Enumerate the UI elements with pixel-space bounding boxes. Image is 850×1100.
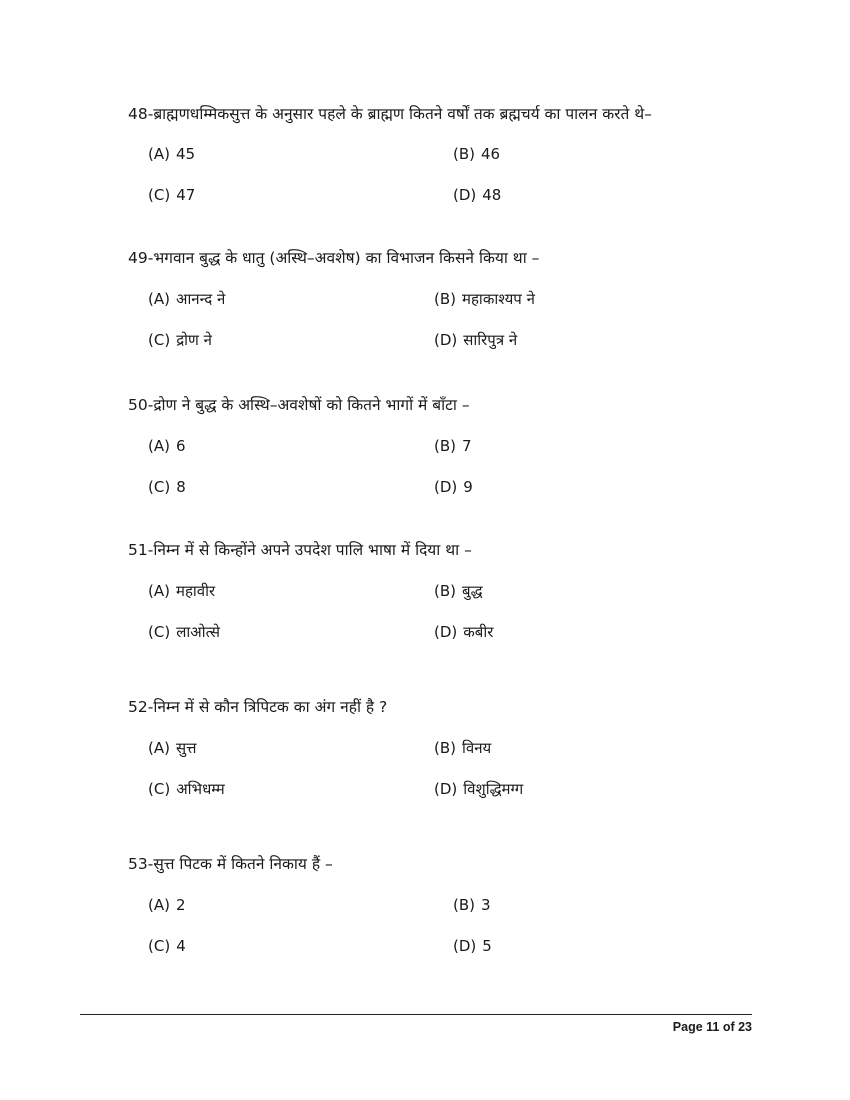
option-text: 48 — [482, 186, 502, 204]
option-label: (D) — [453, 937, 477, 955]
option-label: (C) — [148, 331, 171, 349]
option-b — [453, 895, 491, 915]
option-label: (D) — [434, 478, 458, 496]
option-b — [434, 289, 535, 309]
option-b — [434, 581, 483, 601]
option-label: (C) — [148, 623, 171, 641]
option-text: 45 — [175, 145, 196, 163]
option-label: (B) — [434, 290, 456, 308]
option-a — [148, 289, 225, 309]
question-text: 51-निम्न में से किन्होंने अपने उपदेश पालि भाषा में दिया था – — [128, 541, 472, 559]
option-text: 46 — [481, 145, 501, 163]
option-text: 3 — [481, 896, 491, 914]
option-a — [148, 144, 195, 164]
option-label: (B) — [453, 145, 475, 163]
option-text: लाओत्से — [176, 623, 221, 641]
option-d — [434, 477, 473, 497]
option-c — [148, 622, 220, 642]
option-text: महावीर — [175, 582, 216, 600]
option-text: अभिधम्म — [176, 780, 225, 798]
option-text: बुद्ध — [462, 582, 483, 600]
option-c — [148, 185, 195, 205]
option-text: 47 — [176, 186, 196, 204]
question-text: 48-ब्राह्मणधम्मिकसुत्त के अनुसार पहले के ब्राह्मण कितने वर्षों तक ब्रह्मचर्य का पालन करते थे– — [128, 105, 652, 123]
option-a — [148, 895, 186, 915]
option-label: (B) — [453, 896, 475, 914]
option-c — [148, 936, 186, 956]
option-c — [148, 330, 212, 350]
option-b — [434, 738, 491, 758]
option-a — [148, 436, 186, 456]
option-label: (A) — [148, 739, 170, 757]
option-text: महाकाश्यप ने — [462, 290, 535, 308]
option-text: आनन्द ने — [175, 290, 226, 308]
option-label: (C) — [148, 780, 171, 798]
option-text: 5 — [482, 937, 492, 955]
option-text: 8 — [176, 478, 186, 496]
option-label: (B) — [434, 437, 456, 455]
option-b — [434, 436, 472, 456]
option-label: (C) — [148, 478, 171, 496]
option-label: (B) — [434, 739, 456, 757]
option-text: 9 — [463, 478, 473, 496]
option-text: विशुद्धिमग्ग — [463, 780, 524, 798]
option-c — [148, 779, 225, 799]
option-label: (A) — [148, 896, 170, 914]
option-text: विनय — [462, 739, 492, 757]
question-text: 50-द्रोण ने बुद्ध के अस्थि–अवशेषों को कितने भागों में बाँटा – — [128, 396, 470, 414]
option-d — [434, 779, 523, 799]
option-a — [148, 738, 196, 758]
option-text: द्रोण ने — [176, 331, 212, 349]
option-label: (A) — [148, 290, 170, 308]
option-d — [453, 185, 501, 205]
option-c — [148, 477, 186, 497]
option-text: कबीर — [463, 623, 494, 641]
option-d — [434, 330, 517, 350]
option-label: (D) — [434, 623, 458, 641]
option-label: (A) — [148, 437, 170, 455]
option-text: सुत्त — [175, 739, 197, 757]
option-d — [434, 622, 493, 642]
footer-divider — [80, 1014, 752, 1015]
option-d — [453, 936, 492, 956]
page-number: Page 11 of 23 — [672, 1020, 752, 1034]
option-text: 7 — [462, 437, 472, 455]
option-text: 2 — [175, 896, 186, 914]
option-text: सारिपुत्र ने — [463, 331, 518, 349]
option-label: (A) — [148, 145, 170, 163]
question-text: 52-निम्न में से कौन त्रिपिटक का अंग नहीं है ? — [128, 698, 388, 716]
option-label: (A) — [148, 582, 170, 600]
option-label: (D) — [453, 186, 477, 204]
option-b — [453, 144, 500, 164]
option-a — [148, 581, 215, 601]
option-label: (B) — [434, 582, 456, 600]
option-label: (C) — [148, 937, 171, 955]
option-text: 6 — [175, 437, 186, 455]
question-text: 49-भगवान बुद्ध के धातु (अस्थि–अवशेष) का विभाजन किसने किया था – — [128, 249, 540, 267]
option-text: 4 — [176, 937, 186, 955]
option-label: (D) — [434, 331, 458, 349]
option-label: (D) — [434, 780, 458, 798]
option-label: (C) — [148, 186, 171, 204]
question-text: 53-सुत्त पिटक में कितने निकाय हैं – — [128, 855, 333, 873]
